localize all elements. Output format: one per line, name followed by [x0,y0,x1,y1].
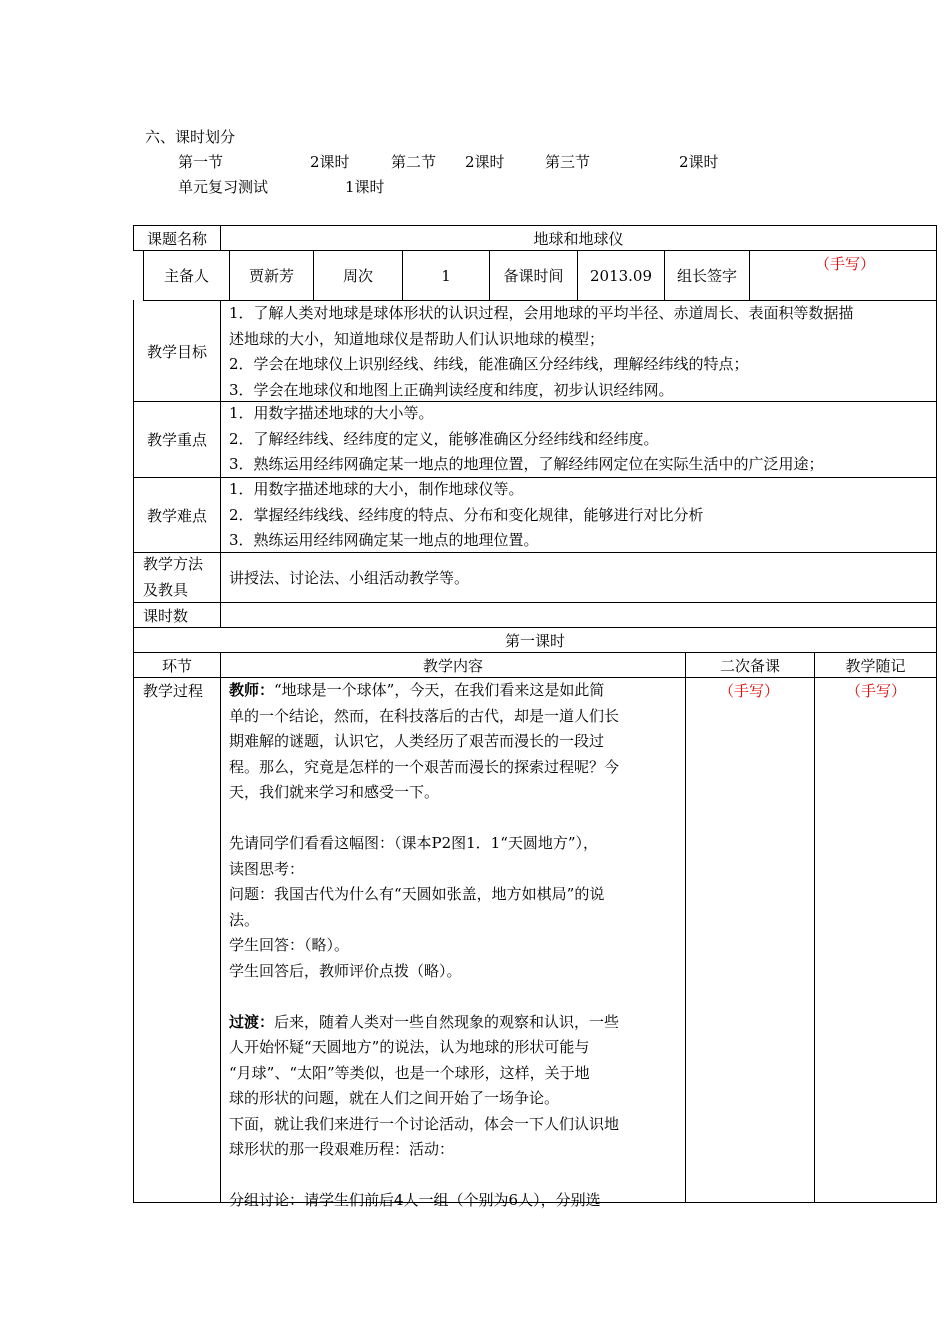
goals-content [229,301,854,403]
content-line: 学生回答后，教师评价点拨（略）。 [229,961,462,980]
teacher-label: 教师： [229,681,275,699]
content-line: 程。那么，究竟是怎样的一个艰苦而漫长的探索过程呢？今 [229,757,620,776]
difficulty-line: 2．掌握经纬线线、经纬度的特点、分布和变化规律，能够进行对比分析 [229,505,704,524]
content-line: “月球”、“太阳”等类似，也是一个球形，这样，关于地 [229,1063,590,1082]
schedule-hours-2: 2课时 [465,153,505,171]
schedule-section-1: 第一节 [178,153,224,171]
schedule-hours-3: 2课时 [679,153,719,171]
col-notes-header: 教学随记 [845,656,906,675]
key-point-line: 3．熟练运用经纬网确定某一地点的地理位置，了解经纬网定位在实际生活中的广泛用途； [229,455,824,473]
content-line: 分组讨论：请学生们前后4人一组（个别为6人），分别选 [229,1191,601,1209]
blank-line [229,984,619,1010]
stage-value: 教学过程 [143,682,204,700]
content-line [229,678,619,704]
schedule-heading: 六、课时划分 [145,128,236,146]
content-line: 单的一个结论，然而，在科技落后的古代，却是一道人们长 [229,706,620,725]
methods-label [143,552,203,603]
methods-label-line2: 及教具 [143,580,189,599]
week-label: 周次 [342,267,373,285]
content-line: 读图思考： [229,859,305,878]
content-line: 下面，就让我们来进行一个讨论活动，体会一下人们认识地 [229,1114,620,1133]
key-points-label: 教学重点 [146,431,207,449]
content-line: 期难解的谜题，认识它，人类经历了艰苦而漫长的一段过 [229,732,605,750]
col-stage-header: 环节 [161,656,192,675]
goals-line: 2．学会在地球仪上识别经线、纬线，能准确区分经纬线，理解经纬线的特点； [229,355,749,373]
goals-label: 教学目标 [146,342,207,361]
leader-sign-label: 组长签字 [676,267,737,285]
content-line [229,1010,619,1036]
difficulties-label: 教学难点 [146,506,207,525]
methods-label-line1: 教学方法 [143,555,204,573]
content-line: 法。 [229,910,260,929]
content-line: 问题：我国古代为什么有“天圆如张盖，地方如棋局”的说 [229,885,605,903]
schedule-hours-4: 1课时 [345,178,385,196]
paragraph-3-first: 后来，随着人类对一些自然现象的观察和认识，一些 [274,1012,620,1031]
prep-time-value: 2013.09 [589,266,653,285]
preparer-label: 主备人 [163,267,209,285]
col-content-header: 教学内容 [422,656,483,675]
key-point-line: 2．了解经纬线、经纬度的定义，能够准确区分经纬线和经纬度。 [229,429,659,448]
difficulties-content [229,477,704,554]
goals-line: 述地球的大小，知道地球仪是帮助人们认识地球的模型； [229,329,605,348]
blank-line [229,1163,619,1189]
lesson-content [229,678,619,1214]
second-prep-value: （手写） [719,682,780,700]
schedule-hours-1: 2课时 [310,153,350,171]
preparer-value: 贾新芳 [248,267,294,285]
content-line: 天，我们就来学习和感受一下。 [229,783,440,801]
difficulty-line: 1．用数字描述地球的大小，制作地球仪等。 [229,480,524,498]
methods-value: 讲授法、讨论法、小组活动教学等。 [229,569,470,587]
content-line: 球形状的那一段艰难历程：活动： [229,1140,455,1158]
content-line: 球的形状的问题，就在人们之间开始了一场争论。 [229,1089,560,1107]
key-points-content [229,401,824,478]
topic-value: 地球和地球仪 [533,229,624,248]
goals-line: 1．了解人类对地球是球体形状的认识过程，会用地球的平均半径、赤道周长、表面积等数据描 [229,304,854,322]
col-second-prep-header: 二次备课 [719,656,780,675]
leader-signature-placeholder: （手写） [815,255,876,273]
prep-time-label: 备课时间 [503,267,564,285]
schedule-review-test: 单元复习测试 [178,178,269,196]
transition-label: 过渡： [229,1012,275,1031]
schedule-section-3: 第三节 [545,153,591,171]
paragraph-1-first: “地球是一个球体”，今天，在我们看来这是如此简 [274,681,605,699]
content-line: 先请同学们看看这幅图：（课本P2图1．1“天圆地方”）， [229,834,599,852]
blank-line [229,806,619,832]
goals-line: 3．学会在地球仪和地图上正确判读经度和纬度，初步认识经纬网。 [229,380,674,399]
hours-label: 课时数 [143,607,189,625]
content-line: 学生回答：（略）。 [229,936,350,954]
notes-value: （手写） [846,682,907,700]
lesson-title: 第一课时 [504,631,565,650]
content-line: 人开始怀疑“天圆地方”的说法，认为地球的形状可能与 [229,1038,590,1056]
key-point-line: 1．用数字描述地球的大小等。 [229,404,434,422]
schedule-section-2: 第二节 [391,153,437,171]
difficulty-line: 3．熟练运用经纬网确定某一地点的地理位置。 [229,531,539,549]
week-value: 1 [441,266,451,285]
topic-label: 课题名称 [146,229,207,248]
